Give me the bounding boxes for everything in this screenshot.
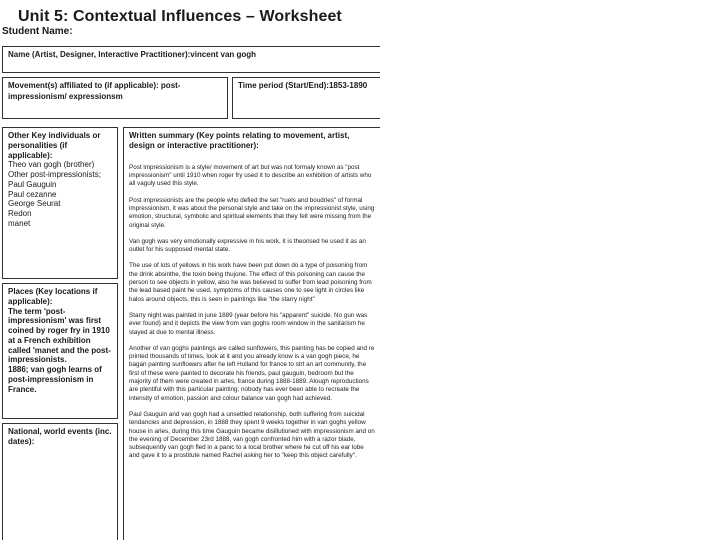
- summary-paragraph: Post impressionism is a style/ movement of art but was not formaly known as "post impressionism" until 1910 when roger fry used it to describe an exhibition of artists who all vaguly used this style.: [129, 163, 372, 188]
- key-individual-line: Theo van gogh (brother): [8, 160, 95, 170]
- world-events-box: [2, 423, 118, 540]
- places-text: The term 'post-impressionism' was first coined by roger fry in 1910 at a French exhibition called 'manet and the post-impressionists.: [8, 306, 111, 365]
- summary-paragraph: Van gogh was very emotionally expressive in his work, it is theorised he used it as an outlet for his supposed mental state.: [129, 237, 366, 254]
- key-individuals-box: [2, 127, 118, 279]
- key-individual-line: manet: [8, 218, 31, 228]
- key-individual-line: Redon: [8, 209, 32, 218]
- places-text: 1886; van gogh learns of post-impressionism in France.: [8, 365, 102, 394]
- movement-box: [2, 77, 228, 119]
- summary-paragraph: Starry night was painted in june 1889 (year before his "apparent" suicide. No gun was ever found) and it depicts the view from van goghs room window in the sanitarism he stayed at due to mental illness.: [129, 311, 368, 336]
- movement-label: Movement(s) affiliated to (if applicable):: [8, 81, 159, 90]
- key-individual-line: Paul Gauguin: [8, 179, 57, 189]
- key-individuals-label: Other Key individuals or personalities (if applicable):: [8, 131, 101, 160]
- summary-paragraph: Another of van goghs paintings are called sunflowers, this painting has be copied and re printed thousands of times, look at it and you already know is a van gogh piece, he bagan painting sunflowers after he left Holland for france to strt an art community, the first of these were painted to decorate his friends, paul gauguin, bedroom but the majority of them were created in arles, france during 1888-1889. Alough reproductions are plentiful with this particular painting; nobody has ever been able to recreate the intensity of emotion, passion and colour balance van gogh had achieved.: [129, 344, 375, 402]
- summary-heading: Written summary (Key points relating to movement, artist, design or interactive practitioner):: [129, 131, 350, 151]
- movement-value[interactable]: post-impressionism/ expressionsm: [8, 81, 181, 101]
- world-events-label: National, world events (inc. dates):: [8, 427, 112, 446]
- time-period-value[interactable]: 1853-1890: [328, 81, 368, 90]
- key-individual-line: Paul cezanne: [8, 189, 57, 199]
- time-period-box: [232, 77, 380, 119]
- summary-paragraph: Paul Gauguin and van gogh had a unsettled relationship, both suffering from suicidal tendancies and depression, in 1888 they spent 9 weeks together in van goghs yellow house in arles, during this time Gauguin became disillutioned with impressionism and on the evening of December 23rd 1888, van gogh confronted him with a razor blade, subsequently van gogh fled in a panic to a local brother where he cut off his ear lobe and gave it to a prostitute named Rachel asking her to "keep this object carefully".: [129, 410, 375, 460]
- student-name-label: Student Name:: [2, 26, 73, 37]
- written-summary-box: [123, 127, 380, 540]
- artist-name-value[interactable]: vincent van gogh: [190, 50, 257, 59]
- time-period-label: Time period (Start/End):: [238, 81, 329, 90]
- summary-paragraph: The use of lots of yellows in his work have been put down do a type of poisoning from the drink absinthe, the toxin being thujone. The effect of this poisoning can cause the person to see objects in yellow, also he was believed to suffer from lead poisoning from the lead based paint he used, symptoms of this causes one to see light in circles like halos around objects, this is seen in paintings like "the starry night": [129, 262, 372, 303]
- key-individual-line: Other post-impressionists;: [8, 170, 101, 179]
- places-box: [2, 283, 118, 419]
- key-individual-line: George Seurat: [8, 199, 61, 209]
- worksheet-title: Unit 5: Contextual Influences – Worksheet: [18, 8, 342, 25]
- places-label: Places (Key locations if applicable):: [8, 287, 98, 306]
- artist-name-box: [2, 46, 380, 73]
- artist-name-label: Name (Artist, Designer, Interactive Practitioner):: [8, 50, 191, 59]
- summary-paragraph: Post impressionists are the people who defied the set "ruels and boudries" of formal impressionism, it was about the personal style and take on the impressionist style, using emotion, structural, symbolic and spiritual elements that they felt were missing from the original style.: [129, 196, 375, 229]
